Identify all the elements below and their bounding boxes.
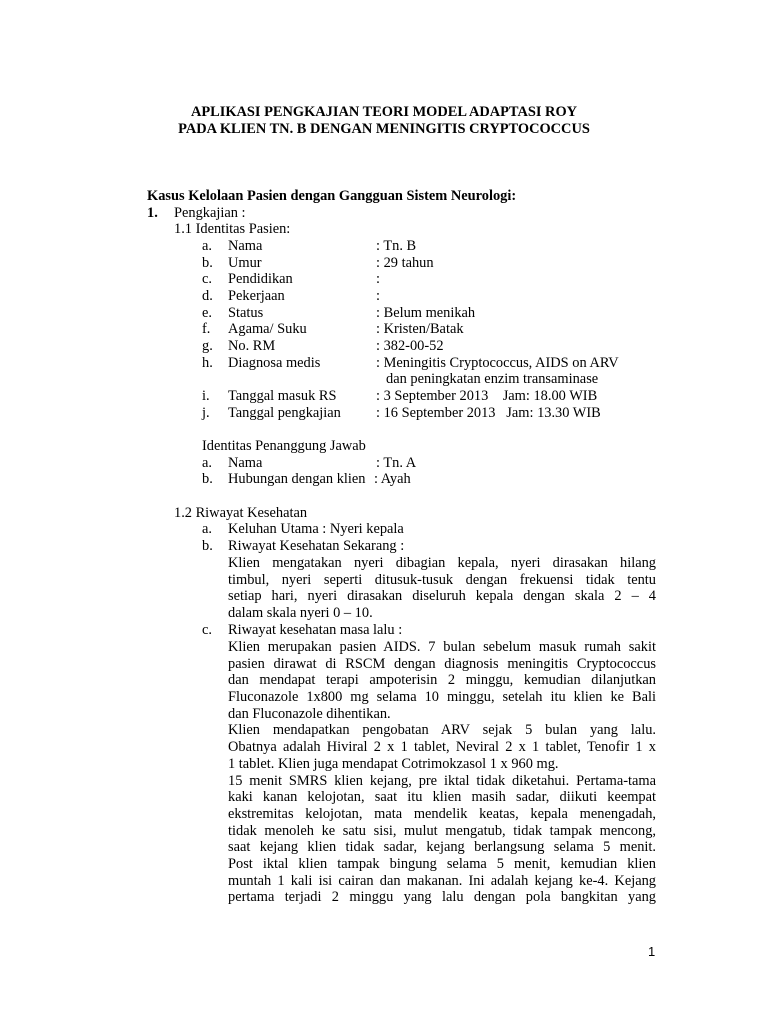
paragraph-line: kaki kanan kelojotan, saat itu klien masih sadar, diikuti keempat (228, 789, 656, 806)
item-value: : (376, 271, 380, 287)
item-letter: g. (202, 338, 213, 354)
item-value: : 29 tahun (376, 255, 434, 271)
identitas-pasien-heading: 1.1 Identitas Pasien: (174, 221, 291, 237)
item-value: : 16 September 2013 Jam: 13.30 WIB (376, 405, 601, 421)
item-letter: i. (202, 388, 210, 404)
item-letter: c. (202, 271, 212, 287)
item-letter: a. (202, 238, 212, 254)
item-letter: j. (202, 405, 210, 421)
item-value: : Ayah (374, 471, 411, 487)
paragraph-line: ekstremitas kelojotan, mata mendelik keatas, kepala menengadah, (228, 805, 656, 822)
paragraph-line: dan mendapat terapi ampoterisin 2 minggu, kemudian dilanjutkan (228, 672, 656, 689)
section-number: 1. (147, 205, 158, 221)
item-label: Pekerjaan (228, 288, 285, 304)
item-letter: a. (202, 455, 212, 471)
item-label: Umur (228, 255, 262, 271)
item-value: : 3 September 2013 Jam: 18.00 WIB (376, 388, 598, 404)
item-value: : Kristen/Batak (376, 321, 464, 337)
keluhan-utama: Keluhan Utama : Nyeri kepala (228, 521, 404, 537)
item-value: : Tn. A (376, 455, 417, 471)
document-title-line-2: PADA KLIEN TN. B DENGAN MENINGITIS CRYPTOCOCCUS (178, 121, 590, 137)
item-letter: a. (202, 521, 212, 537)
item-value: : Belum menikah (376, 305, 476, 321)
item-letter: b. (202, 255, 213, 271)
paragraph-line: setiap hari, nyeri dirasakan diseluruh kepala dengan skala 2 – 4 (228, 588, 656, 605)
document-title-line-1: APLIKASI PENGKAJIAN TEORI MODEL ADAPTASI ROY (190, 104, 578, 120)
item-label: Hubungan dengan klien (228, 471, 366, 487)
paragraph-line: dalam skala nyeri 0 – 10. (228, 605, 373, 622)
item-value: : 382-00-52 (376, 338, 444, 354)
paragraph-line: 1 tablet. Klien juga mendapat Cotrimokzasol 1 x 960 mg. (228, 755, 559, 772)
paragraph-line: Post iktal klien tampak bingung selama 5 menit, kemudian klien (228, 855, 656, 872)
paragraph-line: tidak menoleh ke satu sisi, mulut mengatub, tidak tampak mencong, (228, 822, 656, 839)
item-label: Nama (228, 455, 263, 471)
item-letter: b. (202, 471, 213, 487)
item-label: Nama (228, 238, 263, 254)
item-letter: e. (202, 305, 212, 321)
item-label: Status (228, 305, 264, 321)
item-label: Diagnosa medis (228, 355, 321, 371)
riwayat-sekarang-label: Riwayat Kesehatan Sekarang : (228, 538, 405, 554)
paragraph-line: dan Fluconazole dihentikan. (228, 705, 391, 722)
riwayat-masa-lalu-paragraph (228, 639, 656, 906)
riwayat-masa-lalu-label: Riwayat kesehatan masa lalu : (228, 622, 403, 638)
paragraph-line: Klien mendapatkan pengobatan ARV sejak 5 bulan yang lalu. (228, 722, 656, 739)
item-label: Tanggal masuk RS (228, 388, 337, 404)
case-heading: Kasus Kelolaan Pasien dengan Gangguan Sistem Neurologi: (147, 188, 517, 204)
item-value-continued: dan peningkatan enzim transaminase (386, 371, 599, 387)
item-letter: c. (202, 622, 212, 638)
item-value: : Tn. B (376, 238, 417, 254)
item-label: Tanggal pengkajian (228, 405, 341, 421)
paragraph-line: Klien merupakan pasien AIDS. 7 bulan sebelum masuk rumah sakit (228, 639, 656, 655)
penanggung-jawab-heading: Identitas Penanggung Jawab (202, 438, 366, 454)
paragraph-line: saat kejang klien tidak sadar, kejang berlangsung selama 5 menit. (228, 839, 656, 856)
item-letter: h. (202, 355, 213, 371)
paragraph-line: Klien mengatakan nyeri dibagian kepala, nyeri dirasakan hilang (228, 555, 656, 571)
item-letter: f. (202, 321, 211, 337)
item-letter: d. (202, 288, 213, 304)
paragraph-line: Obatnya adalah Hiviral 2 x 1 tablet, Neviral 2 x 1 tablet, Tenofir 1 x (228, 739, 656, 756)
item-label: Pendidikan (228, 271, 293, 287)
paragraph-line: muntah 1 kali isi cairan dan makanan. Ini adalah kejang ke-4. Kejang (228, 872, 656, 889)
item-label: No. RM (228, 338, 276, 354)
riwayat-heading: 1.2 Riwayat Kesehatan (174, 505, 308, 521)
item-value: : Meningitis Cryptococcus, AIDS on ARV (376, 355, 619, 371)
paragraph-line: pasien dirawat di RSCM dengan diagnosis meningitis Cryptococcus (228, 655, 656, 672)
riwayat-sekarang-paragraph (228, 555, 656, 622)
paragraph-line: pertama terjadi 2 minggu yang lalu dengan pola bangkitan yang (228, 889, 656, 906)
paragraph-line: timbul, nyeri seperti ditusuk-tusuk dengan frekuensi tidak tentu (228, 571, 656, 588)
section-label: Pengkajian : (174, 205, 246, 221)
page-number: 1 (648, 944, 656, 959)
item-value: : (376, 288, 380, 304)
item-label: Agama/ Suku (228, 321, 307, 337)
paragraph-line: 15 menit SMRS klien kejang, pre iktal tidak diketahui. Pertama-tama (228, 772, 656, 789)
paragraph-line: Fluconazole 1x800 mg selama 10 minggu, setelah itu klien ke Bali (228, 689, 656, 706)
item-letter: b. (202, 538, 213, 554)
